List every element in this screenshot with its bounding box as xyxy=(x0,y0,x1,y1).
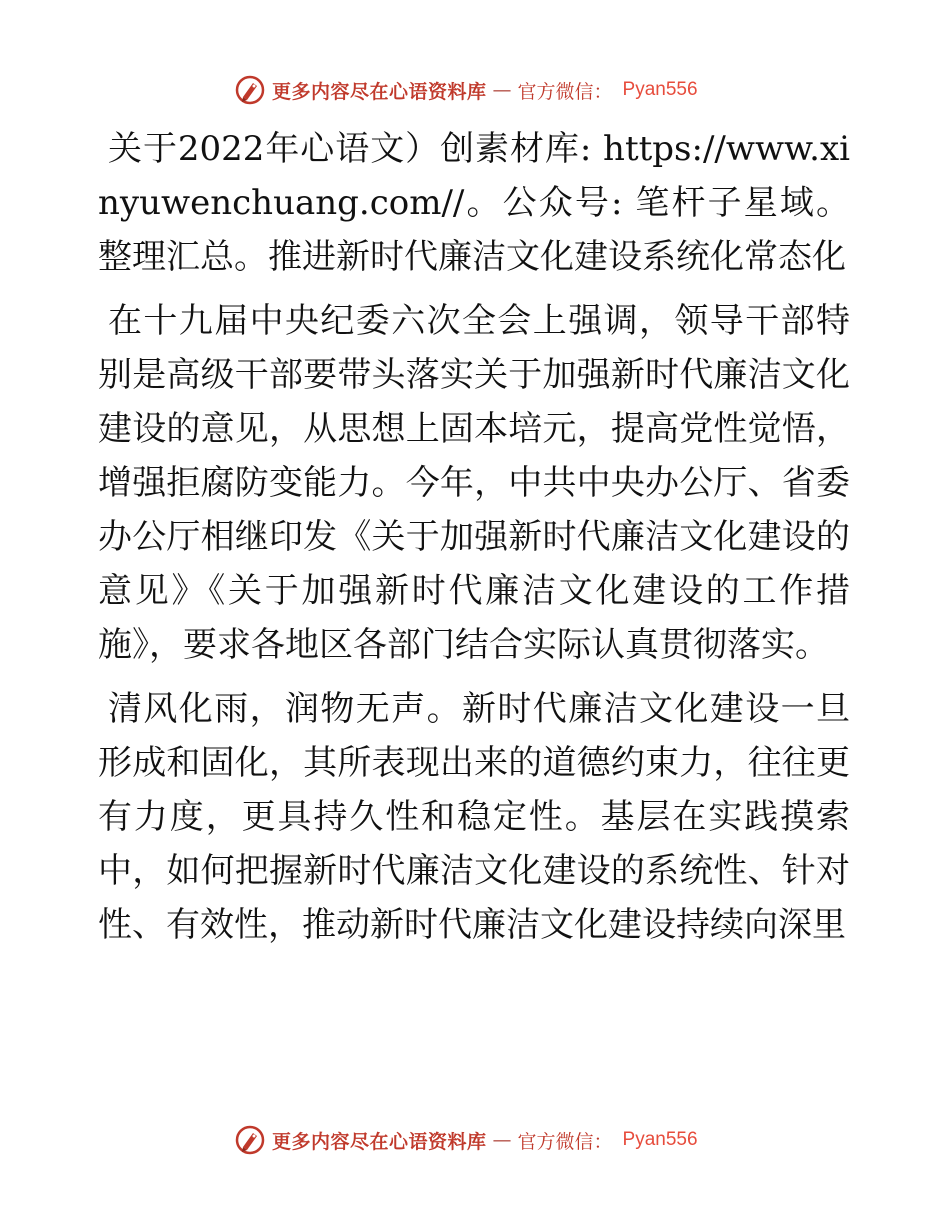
header-slogan: 更多内容尽在心语资料库 xyxy=(272,80,487,103)
footer-slogan: 更多内容尽在心语资料库 xyxy=(272,1130,487,1153)
paragraph-1: 关于2022年心语文）创素材库: https://www.xinyuwenchuang.com//。公众号: 笔杆子星域。整理汇总。推进新时代廉洁文化建设系统化常态化 xyxy=(98,129,850,277)
footer-wechat-label: 官方微信： xyxy=(517,1130,613,1153)
document-body xyxy=(98,122,850,962)
header-separator: — xyxy=(492,79,512,101)
footer-banner xyxy=(234,1122,698,1158)
footer-separator: — xyxy=(492,1129,512,1151)
paragraph-2: 在十九届中央纪委六次全会上强调，领导干部特别是高级干部要带头落实关于加强新时代廉洁文化建设的意见，从思想上固本培元，提高党性觉悟，增强拒腐防变能力。今年，中共中央办公厅、省委办公厅相继印发《关于加强新时代廉洁文化建设的意见》《关于加强新时代廉洁文化建设的工作措施》，要求各地区各部门结合实际认真贯彻落实。 xyxy=(98,301,850,665)
pen-nib-logo-icon xyxy=(234,1124,266,1156)
footer-wechat-id: Pyan556 xyxy=(622,1129,698,1150)
header-wechat-label: 官方微信： xyxy=(517,80,613,103)
pen-nib-logo-icon xyxy=(234,74,266,106)
header-banner xyxy=(234,72,698,108)
paragraph-3: 清风化雨，润物无声。新时代廉洁文化建设一旦形成和固化，其所表现出来的道德约束力，往往更有力度，更具持久性和稳定性。基层在实践摸索中，如何把握新时代廉洁文化建设的系统性、针对性、有效性，推动新时代廉洁文化建设持续向深里 xyxy=(98,689,850,945)
header-wechat-id: Pyan556 xyxy=(622,79,698,100)
